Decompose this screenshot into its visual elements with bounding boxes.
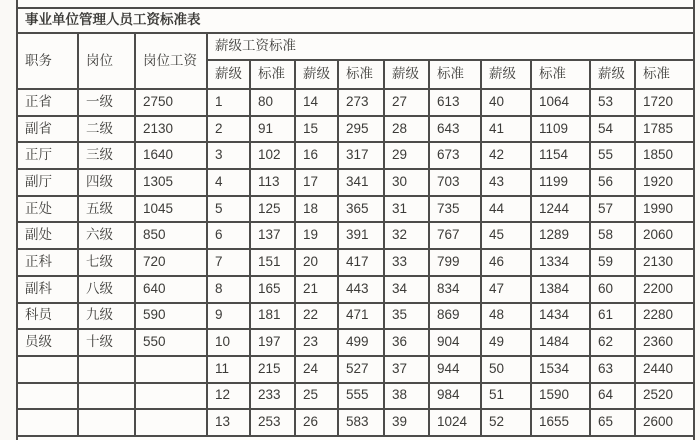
cell-post-salary: 850 xyxy=(135,222,207,249)
cell-post xyxy=(78,409,135,436)
col-header-post: 岗位 xyxy=(78,33,135,89)
cell-post-salary: 1045 xyxy=(135,196,207,223)
cell-grade: 61 xyxy=(590,303,635,330)
col-header-standard: 标准 xyxy=(635,60,694,89)
cell-standard: 391 xyxy=(338,222,384,249)
cell-standard: 673 xyxy=(429,142,481,169)
cell-grade: 4 xyxy=(207,169,250,196)
cell-post: 七级 xyxy=(78,249,135,276)
cell-standard: 767 xyxy=(429,222,481,249)
cell-grade: 59 xyxy=(590,249,635,276)
cell-post-salary: 720 xyxy=(135,249,207,276)
cell-standard: 1109 xyxy=(531,116,590,143)
cell-post-salary xyxy=(135,409,207,436)
cell-grade: 62 xyxy=(590,329,635,356)
cell-standard: 317 xyxy=(338,142,384,169)
cell-standard: 151 xyxy=(250,249,295,276)
cell-grade: 15 xyxy=(295,116,338,143)
cell-grade: 65 xyxy=(590,409,635,436)
cell-standard: 233 xyxy=(250,383,295,410)
cell-standard: 2280 xyxy=(635,303,694,330)
cell-grade: 7 xyxy=(207,249,250,276)
table-row xyxy=(17,116,694,143)
cell-grade: 2 xyxy=(207,116,250,143)
cell-post: 三级 xyxy=(78,142,135,169)
cell-grade: 10 xyxy=(207,329,250,356)
cell-grade: 22 xyxy=(295,303,338,330)
cell-position: 正处 xyxy=(17,196,78,223)
cell-grade: 16 xyxy=(295,142,338,169)
cell-grade: 17 xyxy=(295,169,338,196)
cell-standard: 1590 xyxy=(531,383,590,410)
cell-post: 四级 xyxy=(78,169,135,196)
cropped-row-below xyxy=(17,436,694,440)
cell-post: 二级 xyxy=(78,116,135,143)
cell-standard: 295 xyxy=(338,116,384,143)
cell-grade: 35 xyxy=(384,303,429,330)
cell-grade: 11 xyxy=(207,356,250,383)
cell-grade: 28 xyxy=(384,116,429,143)
cell-grade: 12 xyxy=(207,383,250,410)
cell-post: 六级 xyxy=(78,222,135,249)
cell-grade: 23 xyxy=(295,329,338,356)
cell-grade: 38 xyxy=(384,383,429,410)
cell-grade: 52 xyxy=(481,409,531,436)
col-header-standard: 标准 xyxy=(250,60,295,89)
col-header-grade: 薪级 xyxy=(481,60,531,89)
cell-standard: 1534 xyxy=(531,356,590,383)
cell-grade: 8 xyxy=(207,276,250,303)
cell-standard: 1785 xyxy=(635,116,694,143)
cell-position: 正厅 xyxy=(17,142,78,169)
cell-standard: 555 xyxy=(338,383,384,410)
table-row xyxy=(17,356,694,383)
cell-post: 九级 xyxy=(78,303,135,330)
cell-standard: 1334 xyxy=(531,249,590,276)
cell-position xyxy=(17,383,78,410)
cell-post: 十级 xyxy=(78,329,135,356)
cell-post-salary: 2130 xyxy=(135,116,207,143)
cell-grade: 56 xyxy=(590,169,635,196)
cell-position xyxy=(17,356,78,383)
cell-grade: 41 xyxy=(481,116,531,143)
cell-standard: 1199 xyxy=(531,169,590,196)
cell-standard: 1655 xyxy=(531,409,590,436)
cell-grade: 21 xyxy=(295,276,338,303)
cell-standard: 2440 xyxy=(635,356,694,383)
cell-standard: 471 xyxy=(338,303,384,330)
cell-grade: 20 xyxy=(295,249,338,276)
cell-grade: 45 xyxy=(481,222,531,249)
cell-post-salary: 640 xyxy=(135,276,207,303)
col-header-grade: 薪级 xyxy=(590,60,635,89)
cell-standard: 904 xyxy=(429,329,481,356)
cell-position: 副省 xyxy=(17,116,78,143)
cell-position xyxy=(17,409,78,436)
col-header-position: 职务 xyxy=(17,33,78,89)
cell-standard: 1434 xyxy=(531,303,590,330)
cell-standard: 1024 xyxy=(429,409,481,436)
cell-standard: 2060 xyxy=(635,222,694,249)
cell-position: 正科 xyxy=(17,249,78,276)
cell-grade: 1 xyxy=(207,89,250,116)
cell-standard: 944 xyxy=(429,356,481,383)
table-title: 事业单位管理人员工资标准表 xyxy=(17,8,694,33)
cell-standard: 197 xyxy=(250,329,295,356)
table-row xyxy=(17,169,694,196)
col-header-standard: 标准 xyxy=(429,60,481,89)
cell-standard: 869 xyxy=(429,303,481,330)
cell-standard: 583 xyxy=(338,409,384,436)
cell-post: 五级 xyxy=(78,196,135,223)
cell-standard: 181 xyxy=(250,303,295,330)
cell-standard: 1154 xyxy=(531,142,590,169)
cell-grade: 25 xyxy=(295,383,338,410)
cell-standard: 91 xyxy=(250,116,295,143)
cell-standard: 80 xyxy=(250,89,295,116)
cell-post: 八级 xyxy=(78,276,135,303)
cell-grade: 51 xyxy=(481,383,531,410)
cell-grade: 27 xyxy=(384,89,429,116)
cell-standard: 2130 xyxy=(635,249,694,276)
cell-standard: 273 xyxy=(338,89,384,116)
cell-grade: 19 xyxy=(295,222,338,249)
cell-grade: 13 xyxy=(207,409,250,436)
cell-standard: 113 xyxy=(250,169,295,196)
cell-standard: 499 xyxy=(338,329,384,356)
cell-standard: 137 xyxy=(250,222,295,249)
table-row xyxy=(17,249,694,276)
cell-grade: 37 xyxy=(384,356,429,383)
cell-grade: 46 xyxy=(481,249,531,276)
cell-grade: 30 xyxy=(384,169,429,196)
cell-standard: 1289 xyxy=(531,222,590,249)
cell-grade: 29 xyxy=(384,142,429,169)
cell-grade: 50 xyxy=(481,356,531,383)
cell-grade: 24 xyxy=(295,356,338,383)
cell-standard: 984 xyxy=(429,383,481,410)
cell-grade: 26 xyxy=(295,409,338,436)
cell-standard: 1850 xyxy=(635,142,694,169)
cell-grade: 43 xyxy=(481,169,531,196)
col-header-standard: 标准 xyxy=(531,60,590,89)
cell-grade: 40 xyxy=(481,89,531,116)
cell-standard: 1920 xyxy=(635,169,694,196)
cell-grade: 34 xyxy=(384,276,429,303)
cell-post-salary xyxy=(135,356,207,383)
cropped-cell-below xyxy=(17,436,694,440)
cell-grade: 54 xyxy=(590,116,635,143)
col-header-grade: 薪级 xyxy=(295,60,338,89)
cell-standard: 417 xyxy=(338,249,384,276)
cell-standard: 1244 xyxy=(531,196,590,223)
cell-grade: 49 xyxy=(481,329,531,356)
cell-grade: 5 xyxy=(207,196,250,223)
table-row xyxy=(17,222,694,249)
cell-position: 正省 xyxy=(17,89,78,116)
cell-grade: 64 xyxy=(590,383,635,410)
cell-position: 员级 xyxy=(17,329,78,356)
cell-post-salary: 2750 xyxy=(135,89,207,116)
cell-grade: 58 xyxy=(590,222,635,249)
table-row xyxy=(17,409,694,436)
cell-standard: 1384 xyxy=(531,276,590,303)
cell-position: 科员 xyxy=(17,303,78,330)
group-header-grade-salary-standard: 薪级工资标准 xyxy=(207,33,694,60)
col-header-standard: 标准 xyxy=(338,60,384,89)
cell-standard: 125 xyxy=(250,196,295,223)
cell-grade: 9 xyxy=(207,303,250,330)
cell-position: 副处 xyxy=(17,222,78,249)
cell-grade: 18 xyxy=(295,196,338,223)
cell-grade: 31 xyxy=(384,196,429,223)
cell-standard: 102 xyxy=(250,142,295,169)
cell-standard: 1064 xyxy=(531,89,590,116)
cell-standard: 703 xyxy=(429,169,481,196)
cell-standard: 1484 xyxy=(531,329,590,356)
cell-post xyxy=(78,383,135,410)
cell-post-salary: 550 xyxy=(135,329,207,356)
cell-standard: 1990 xyxy=(635,196,694,223)
table-row xyxy=(17,142,694,169)
cell-grade: 63 xyxy=(590,356,635,383)
cell-grade: 36 xyxy=(384,329,429,356)
cell-standard: 799 xyxy=(429,249,481,276)
cell-post-salary xyxy=(135,383,207,410)
table-row xyxy=(17,196,694,223)
cell-standard: 613 xyxy=(429,89,481,116)
cell-position: 副厅 xyxy=(17,169,78,196)
cell-standard: 365 xyxy=(338,196,384,223)
cell-position: 副科 xyxy=(17,276,78,303)
cell-grade: 3 xyxy=(207,142,250,169)
cell-post-salary: 590 xyxy=(135,303,207,330)
cell-grade: 14 xyxy=(295,89,338,116)
cell-standard: 2520 xyxy=(635,383,694,410)
cell-grade: 44 xyxy=(481,196,531,223)
col-header-post-salary: 岗位工资 xyxy=(135,33,207,89)
cropped-row-above xyxy=(17,0,694,8)
cell-standard: 834 xyxy=(429,276,481,303)
cell-grade: 48 xyxy=(481,303,531,330)
cropped-cell-above xyxy=(17,0,694,8)
table-row xyxy=(17,383,694,410)
cell-grade: 33 xyxy=(384,249,429,276)
cell-grade: 57 xyxy=(590,196,635,223)
cell-standard: 215 xyxy=(250,356,295,383)
table-row xyxy=(17,329,694,356)
cell-grade: 39 xyxy=(384,409,429,436)
cell-standard: 527 xyxy=(338,356,384,383)
cell-grade: 6 xyxy=(207,222,250,249)
cell-grade: 47 xyxy=(481,276,531,303)
cell-standard: 165 xyxy=(250,276,295,303)
cell-standard: 2360 xyxy=(635,329,694,356)
cell-grade: 42 xyxy=(481,142,531,169)
cell-standard: 341 xyxy=(338,169,384,196)
header-row-1 xyxy=(17,33,694,60)
cell-grade: 53 xyxy=(590,89,635,116)
cell-standard: 253 xyxy=(250,409,295,436)
cell-standard: 2200 xyxy=(635,276,694,303)
cell-post-salary: 1305 xyxy=(135,169,207,196)
col-header-grade: 薪级 xyxy=(384,60,429,89)
title-row xyxy=(17,8,694,33)
cell-standard: 643 xyxy=(429,116,481,143)
cell-standard: 1720 xyxy=(635,89,694,116)
cell-grade: 60 xyxy=(590,276,635,303)
cell-post xyxy=(78,356,135,383)
cell-grade: 32 xyxy=(384,222,429,249)
table-row xyxy=(17,276,694,303)
table-row xyxy=(17,89,694,116)
table-row xyxy=(17,303,694,330)
col-header-grade: 薪级 xyxy=(207,60,250,89)
cell-standard: 2600 xyxy=(635,409,694,436)
salary-standard-table xyxy=(16,0,695,440)
cell-standard: 443 xyxy=(338,276,384,303)
cell-standard: 735 xyxy=(429,196,481,223)
cell-post: 一级 xyxy=(78,89,135,116)
cell-grade: 55 xyxy=(590,142,635,169)
cell-post-salary: 1640 xyxy=(135,142,207,169)
